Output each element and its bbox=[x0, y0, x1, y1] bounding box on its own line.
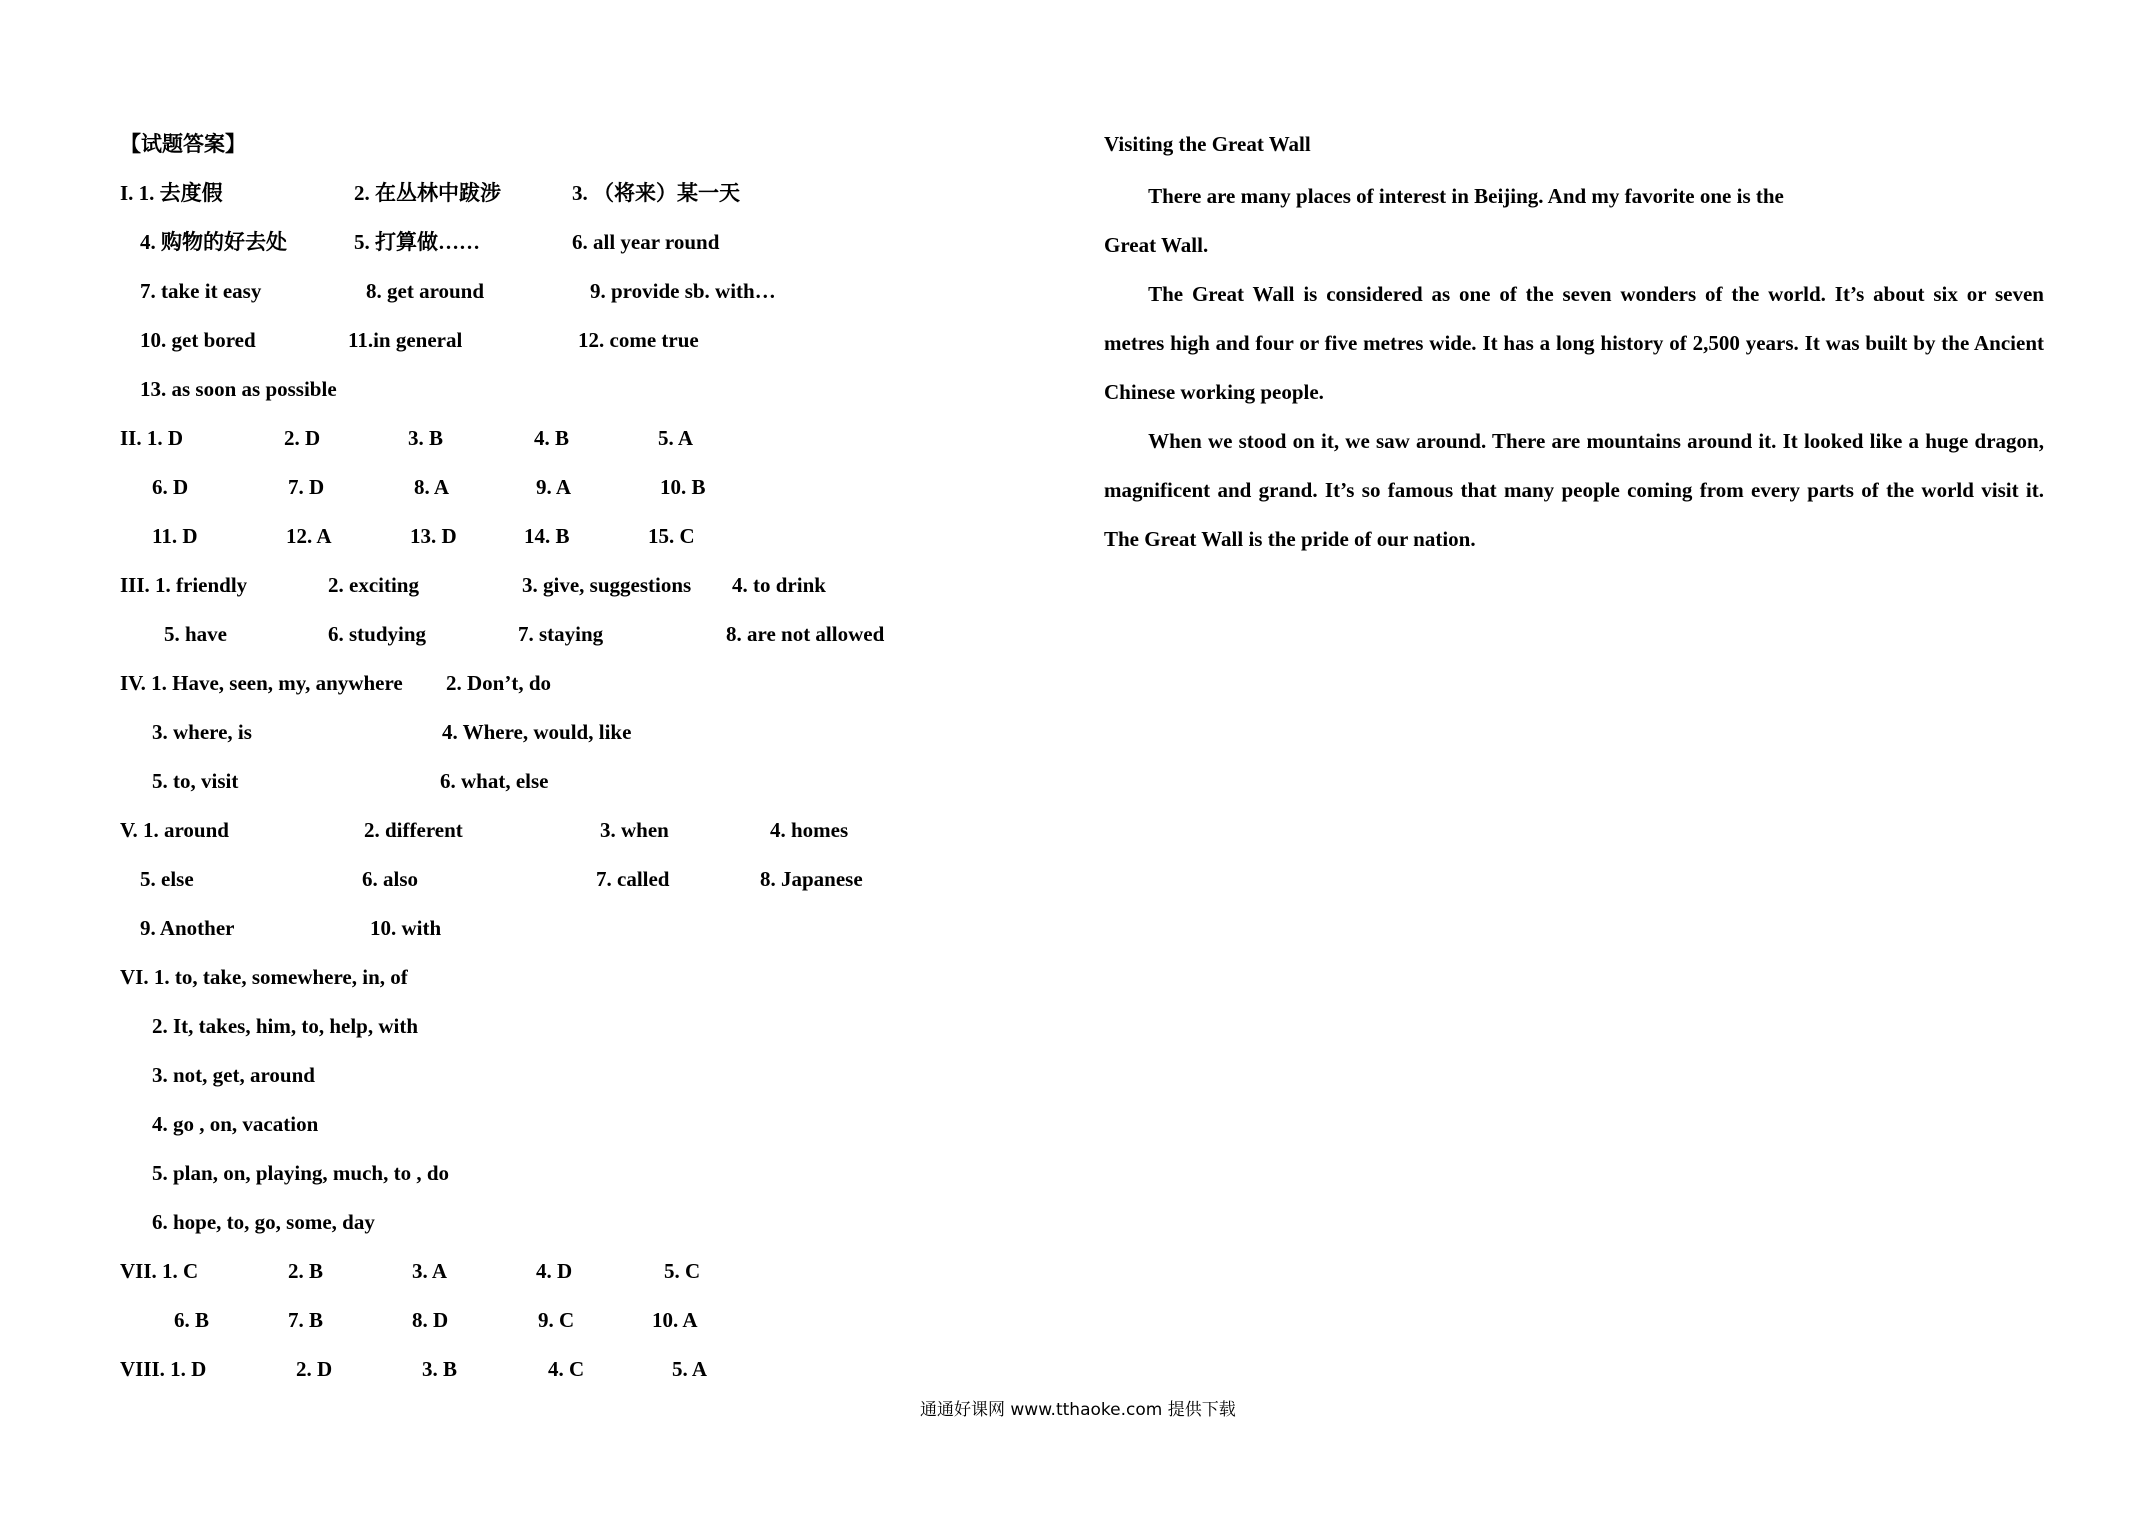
answer-item: 8. are not allowed bbox=[726, 622, 885, 646]
answer-item: 6. B bbox=[174, 1308, 210, 1332]
answer-item: 7. staying bbox=[518, 622, 604, 646]
answer-item: 4. B bbox=[534, 426, 570, 450]
footer-source: 通通好课网 www.tthaoke.com 提供下载 bbox=[920, 1400, 1236, 1420]
essay-paragraph-1-continued: Great Wall. bbox=[1104, 233, 1209, 257]
answer-item: 2. Don’t, do bbox=[446, 671, 552, 695]
essay-paragraph-2: The Great Wall is considered as one of the seven wonders of the world. It’s about six or seven metres high and four or five metres wide. It has a long history of 2,500 years. It was built by the Ancient Chinese working people. bbox=[1104, 282, 2044, 404]
answer-item: 3. not, get, around bbox=[152, 1063, 315, 1087]
answers-title: 【试题答案】 bbox=[120, 132, 246, 156]
answer-item: 5. A bbox=[658, 426, 694, 450]
answer-item: 3. A bbox=[412, 1259, 448, 1283]
answer-item: 4. homes bbox=[770, 818, 849, 842]
answer-item: 4. C bbox=[548, 1357, 585, 1381]
essay-body bbox=[1104, 172, 2044, 564]
answer-item: 14. B bbox=[524, 524, 570, 548]
answer-item: V. 1. around bbox=[120, 818, 229, 842]
answer-item: VIII. 1. D bbox=[120, 1357, 207, 1381]
answer-item: 5. have bbox=[164, 622, 227, 646]
answer-item: 6. also bbox=[362, 867, 419, 891]
answer-item: 5. 打算做…… bbox=[354, 230, 480, 254]
answer-item: 3. B bbox=[408, 426, 444, 450]
answer-item: 9. Another bbox=[140, 916, 235, 940]
answer-item: 13. D bbox=[410, 524, 457, 548]
essay-title: Visiting the Great Wall bbox=[1104, 132, 1311, 156]
answer-item: 8. get around bbox=[366, 279, 485, 303]
answer-item: 10. B bbox=[660, 475, 706, 499]
answer-item: 2. exciting bbox=[328, 573, 419, 597]
answer-item: 3. B bbox=[422, 1357, 458, 1381]
answer-item: 8. Japanese bbox=[760, 867, 863, 891]
answer-item: 5. C bbox=[664, 1259, 701, 1283]
answer-item: 6. what, else bbox=[440, 769, 549, 793]
answer-item: 10. with bbox=[370, 916, 442, 940]
answer-item: 7. B bbox=[288, 1308, 324, 1332]
answer-item: III. 1. friendly bbox=[120, 573, 248, 597]
answer-item: 9. A bbox=[536, 475, 572, 499]
answer-item: 2. B bbox=[288, 1259, 324, 1283]
answer-item: 6. studying bbox=[328, 622, 427, 646]
answer-item: 5. else bbox=[140, 867, 194, 891]
answer-item: 8. D bbox=[412, 1308, 449, 1332]
answer-item: 5. plan, on, playing, much, to , do bbox=[152, 1161, 449, 1185]
answer-item: IV. 1. Have, seen, my, anywhere bbox=[120, 671, 403, 695]
answer-item: 4. 购物的好去处 bbox=[140, 230, 287, 254]
answer-item: 5. to, visit bbox=[152, 769, 239, 793]
answer-item: 2. D bbox=[284, 426, 321, 450]
answer-item: 2. 在丛林中跋涉 bbox=[354, 181, 501, 205]
answer-item: 6. hope, to, go, some, day bbox=[152, 1210, 375, 1234]
essay-paragraph-3: When we stood on it, we saw around. There are mountains around it. It looked like a huge dragon, magnificent and grand. It’s so famous that many people coming from every parts of the world visit it. The Great Wall is the pride of our nation. bbox=[1104, 429, 2044, 551]
answer-item: 4. Where, would, like bbox=[442, 720, 632, 744]
answer-item: 13. as soon as possible bbox=[140, 377, 337, 401]
answer-item: 2. It, takes, him, to, help, with bbox=[152, 1014, 419, 1038]
answer-item: 3. when bbox=[600, 818, 669, 842]
answer-item: VII. 1. C bbox=[120, 1259, 199, 1283]
answer-item: 7. called bbox=[596, 867, 670, 891]
answer-item: 15. C bbox=[648, 524, 695, 548]
answer-item: 11.in general bbox=[348, 328, 463, 352]
answer-item: 7. D bbox=[288, 475, 325, 499]
answer-item: 8. A bbox=[414, 475, 450, 499]
answer-item: 6. D bbox=[152, 475, 189, 499]
essay-paragraph-1: There are many places of interest in Beijing. And my favorite one is the bbox=[1148, 184, 1784, 208]
answer-item: 2. D bbox=[296, 1357, 333, 1381]
answer-item: VI. 1. to, take, somewhere, in, of bbox=[120, 965, 408, 989]
answer-item: 12. A bbox=[286, 524, 332, 548]
answer-item: 6. all year round bbox=[572, 230, 720, 254]
answer-item: 9. C bbox=[538, 1308, 575, 1332]
answer-item: 2. different bbox=[364, 818, 463, 842]
answer-item: 7. take it easy bbox=[140, 279, 262, 303]
answer-item: 4. D bbox=[536, 1259, 573, 1283]
answer-item: 3. （将来）某一天 bbox=[572, 181, 740, 205]
answer-item: 9. provide sb. with… bbox=[590, 279, 776, 303]
answer-item: 11. D bbox=[152, 524, 198, 548]
answer-item: 10. get bored bbox=[140, 328, 256, 352]
answer-item: 12. come true bbox=[578, 328, 699, 352]
answer-item: 3. give, suggestions bbox=[522, 573, 692, 597]
answer-item: 3. where, is bbox=[152, 720, 252, 744]
answer-item: I. 1. 去度假 bbox=[120, 181, 223, 205]
answer-item: 4. go , on, vacation bbox=[152, 1112, 319, 1136]
answer-item: 4. to drink bbox=[732, 573, 826, 597]
answer-item: 10. A bbox=[652, 1308, 698, 1332]
answer-item: II. 1. D bbox=[120, 426, 184, 450]
answer-item: 5. A bbox=[672, 1357, 708, 1381]
